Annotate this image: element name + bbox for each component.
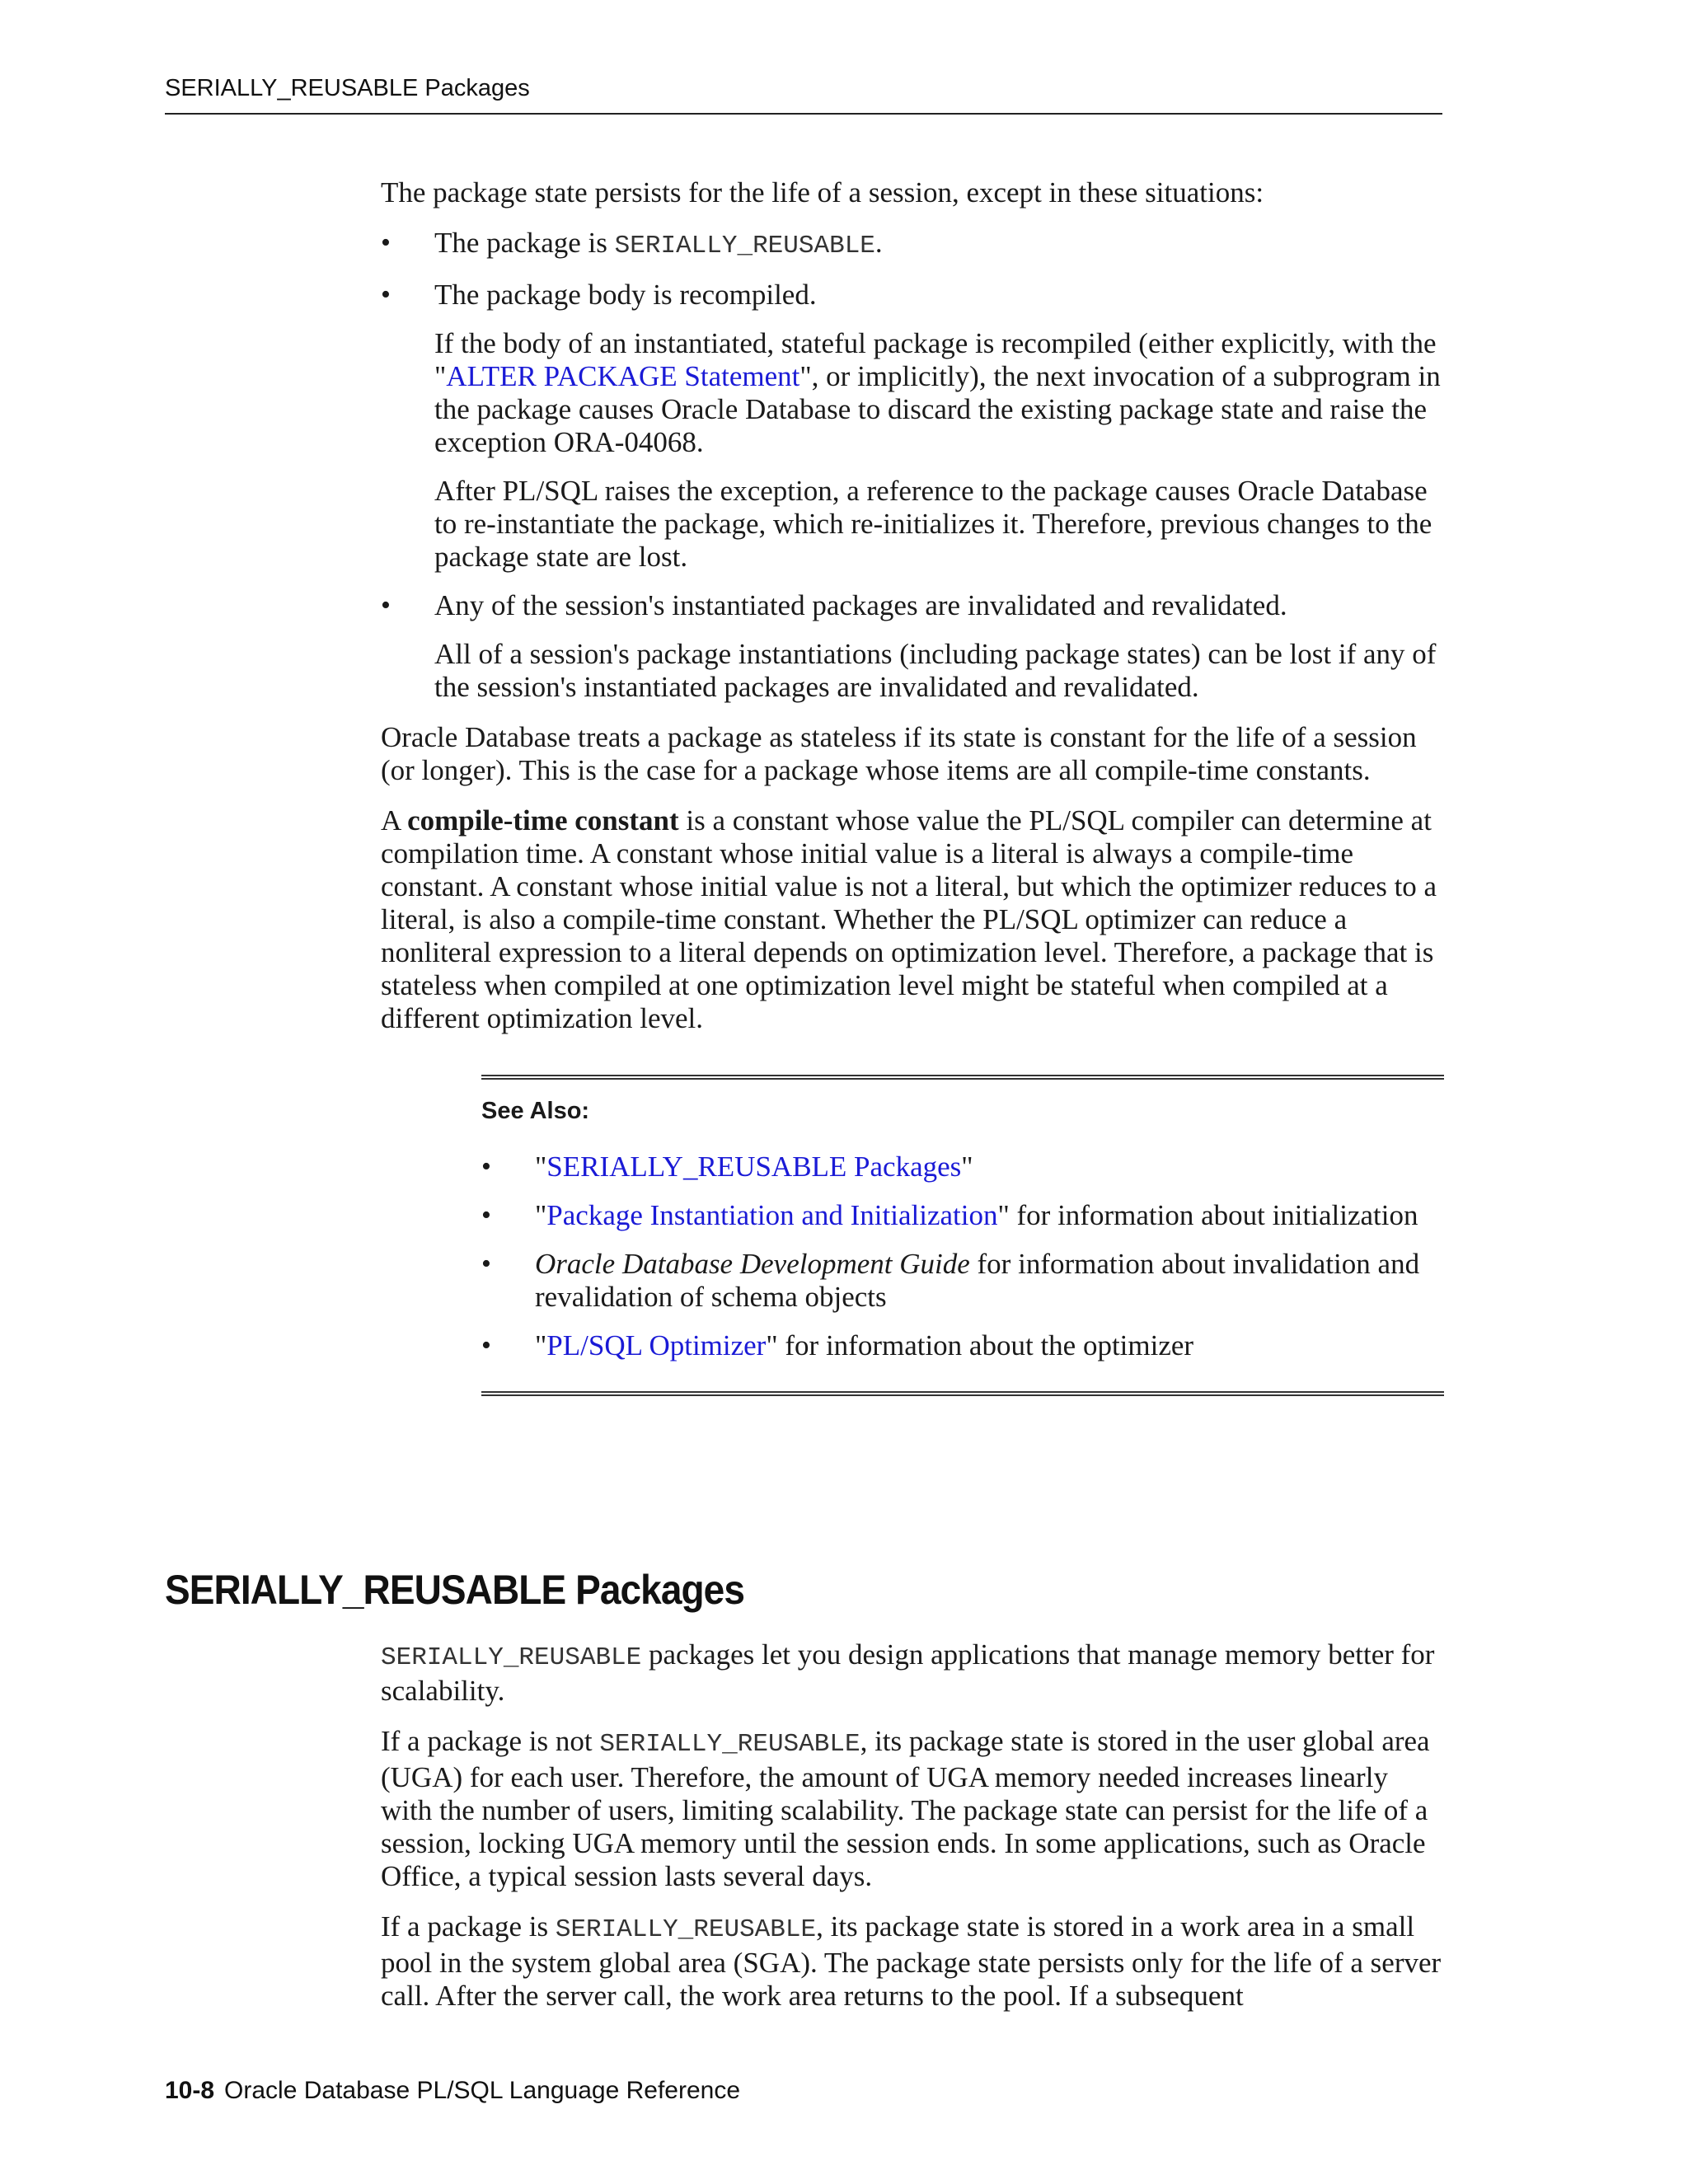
list-item: [381, 279, 1444, 574]
reinstantiate-explanation: After PL/SQL raises the exception, a reference to the package causes Oracle Database to re-instantiate the package, which re-initializes it. Therefore, previous changes to the package state are lost.: [434, 475, 1432, 573]
text-run: for information about invalidation and revalidation of schema objects: [535, 1248, 1420, 1313]
text-run: If the body of an instantiated, stateful package is recompiled (either explicitly, with the ": [434, 327, 1437, 392]
book-title: Oracle Database PL/SQL Language Reference: [224, 2077, 741, 2104]
code-serially-reusable: SERIALLY_REUSABLE: [599, 1730, 860, 1759]
text-run: If a package is not: [381, 1725, 600, 1757]
list-item: [381, 227, 1444, 263]
code-serially-reusable: SERIALLY_REUSABLE: [381, 1643, 642, 1672]
text-run: is a constant whose value the PL/SQL compiler can determine at compilation time. A constant whose initial value is a literal is always a compile-time constant. A constant whose initial value is not a literal, but which the optimizer reduces to a literal, is also a compile-time constant. Whether the PL/SQL optimizer can reduce a nonliteral expression to a literal depends on optimization level. Therefore, a package that is stateless when compiled at one optimization level might be stateful when compiled at a different optimization level.: [381, 804, 1437, 1034]
see-also-box: [481, 1075, 1444, 1396]
text-run: , its package state is stored in a work area in a small pool in the system global area (SGA). The package state persists only for the life of a server call. After the server call, the work area returns to the pool. If a subsequent: [381, 1910, 1442, 2012]
invalidation-explanation: All of a session's package instantiations (including package states) can be lost if any of the session's instantiated packages are invalidated and revalidated.: [434, 638, 1437, 703]
section-heading: SERIALLY_REUSABLE Packages: [165, 1567, 744, 1613]
link-serially-reusable-packages[interactable]: SERIALLY_REUSABLE Packages: [546, 1151, 962, 1183]
recompile-explanation: [434, 327, 1444, 459]
section-content: [381, 1638, 1444, 2030]
running-header: SERIALLY_REUSABLE Packages: [165, 74, 1442, 115]
see-also-title: See Also:: [481, 1098, 590, 1124]
page-number: 10-8: [165, 2077, 215, 2104]
stateless-paragraph: Oracle Database treats a package as stateless if its state is constant for the life of a session (or longer). This is the case for a package whose items are all compile-time constants.: [381, 721, 1417, 786]
list-item: [381, 589, 1444, 704]
text-run: ", or implicitly), the next invocation of a subprogram in the package causes Oracle Database to discard the existing package state and raise the exception ORA-04068.: [434, 360, 1441, 458]
list-item: • "Package Instantiation and Initialization" for information about initialization: [481, 1199, 1444, 1232]
link-plsql-optimizer[interactable]: PL/SQL Optimizer: [546, 1329, 767, 1361]
section-paragraph: [381, 1910, 1444, 2013]
page-footer: [165, 2077, 740, 2105]
code-serially-reusable: SERIALLY_REUSABLE: [614, 232, 875, 260]
text-run: " for information about the optimizer: [766, 1329, 1194, 1361]
term-compile-time-constant: compile-time constant: [407, 804, 679, 837]
main-content: [381, 176, 1444, 1396]
code-serially-reusable: SERIALLY_REUSABLE: [555, 1915, 817, 1944]
text-run: " for information about initialization: [997, 1199, 1418, 1231]
list-item-text-end: .: [874, 227, 883, 259]
section-paragraph: [381, 1638, 1444, 1708]
text-run: packages let you design applications that manage memory better for scalability.: [381, 1638, 1435, 1707]
link-alter-package-statement[interactable]: ALTER PACKAGE Statement: [446, 360, 800, 392]
text-run: , its package state is stored in the user global area (UGA) for each user. Therefore, the amount of UGA memory needed increases linearly with the number of users, limiting scalability. The package state can persist for the life of a session, locking UGA memory until the session ends. In some applications, such as Oracle Office, a typical session lasts several days.: [381, 1725, 1430, 1892]
list-item-text: • Any of the session's instantiated packages are invalidated and revalidated.: [434, 589, 1287, 621]
situation-list: [381, 227, 1444, 704]
text-run: A: [381, 804, 408, 837]
section-paragraph: [381, 1725, 1444, 1893]
see-also-list: [481, 1151, 1444, 1362]
compile-time-paragraph: [381, 804, 1444, 1035]
list-item: • "PL/SQL Optimizer" for information about the optimizer: [481, 1329, 1444, 1362]
text-run: If a package is: [381, 1910, 556, 1943]
book-title-dev-guide: Oracle Database Development Guide: [535, 1248, 970, 1280]
list-item: • "SERIALLY_REUSABLE Packages": [481, 1151, 1444, 1183]
list-item-text: • The package body is recompiled.: [434, 279, 817, 311]
link-package-instantiation[interactable]: Package Instantiation and Initialization: [546, 1199, 998, 1231]
list-item-text: The package is: [434, 227, 615, 259]
intro-paragraph: The package state persists for the life of a session, except in these situations:: [381, 176, 1264, 209]
list-item: [481, 1248, 1444, 1314]
